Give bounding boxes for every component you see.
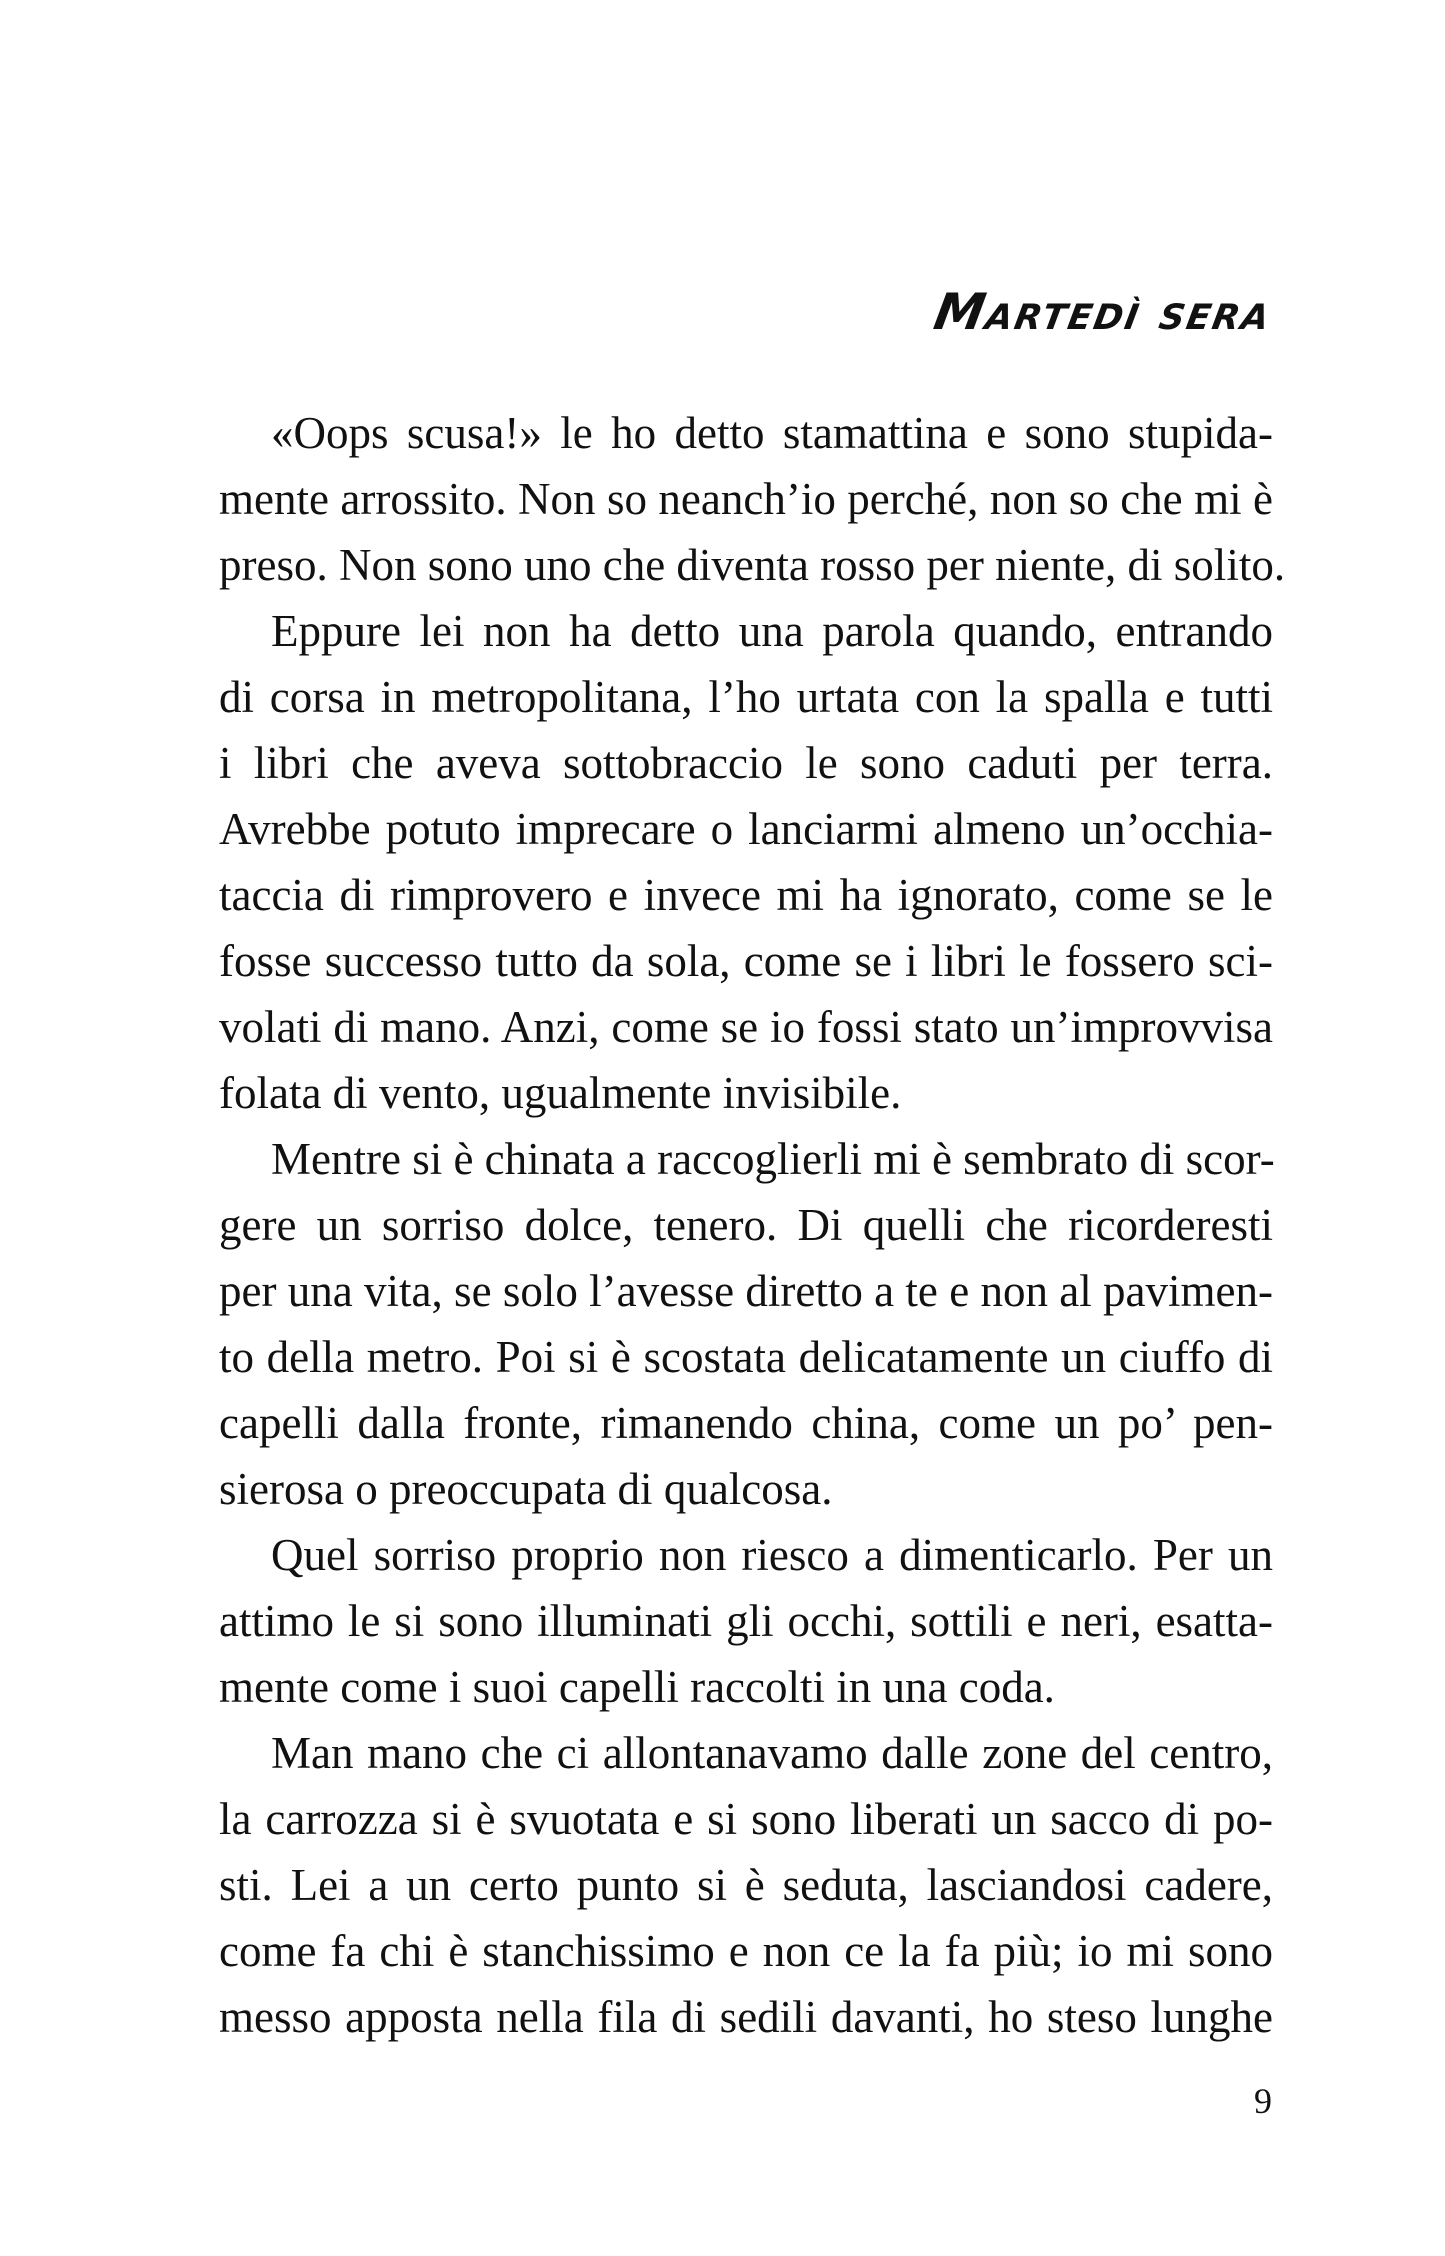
text-line: Quel sorriso proprio non riesco a dimenticarlo. Per un — [271, 1530, 1273, 1580]
text-line: messo apposta nella fila di sedili davanti, ho steso lunghe — [219, 1992, 1273, 2042]
text-line: per una vita, se solo l’avesse diretto a te e non al pavimen- — [219, 1266, 1273, 1316]
text-line: di corsa in metropolitana, l’ho urtata con la spalla e tutti — [219, 672, 1273, 722]
body-text — [219, 400, 1286, 2050]
text-line: sti. Lei a un certo punto si è seduta, lasciandosi cadere, — [219, 1860, 1273, 1910]
text-line: folata di vento, ugualmente invisibile. — [219, 1068, 902, 1118]
text-line: come fa chi è stanchissimo e non ce la fa più; io mi sono — [219, 1926, 1273, 1976]
chapter-heading: Martedì sera — [930, 283, 1278, 341]
text-line: Avrebbe potuto imprecare o lanciarmi almeno un’occhia- — [219, 804, 1273, 854]
text-line: attimo le si sono illuminati gli occhi, sottili e neri, esatta- — [219, 1596, 1273, 1646]
text-line: capelli dalla fronte, rimanendo china, come un po’ pen- — [219, 1398, 1273, 1448]
text-line: taccia di rimprovero e invece mi ha ignorato, come se le — [219, 870, 1273, 920]
text-line: Mentre si è chinata a raccoglierli mi è sembrato di scor- — [271, 1134, 1275, 1184]
text-line: gere un sorriso dolce, tenero. Di quelli che ricorderesti — [219, 1200, 1273, 1250]
text-line: i libri che aveva sottobraccio le sono caduti per terra. — [219, 738, 1273, 788]
text-line: mente come i suoi capelli raccolti in una coda. — [219, 1662, 1055, 1712]
text-line: mente arrossito. Non so neanch’io perché, non so che mi è — [219, 474, 1273, 524]
text-line: preso. Non sono uno che diventa rosso per niente, di solito. — [219, 540, 1286, 590]
page-number: 9 — [1254, 2081, 1272, 2121]
text-line: Eppure lei non ha detto una parola quando, entrando — [271, 606, 1273, 656]
text-line: sierosa o preoccupata di qualcosa. — [219, 1464, 833, 1514]
text-line: fosse successo tutto da sola, come se i libri le fossero sci- — [219, 936, 1273, 986]
text-line: to della metro. Poi si è scostata delicatamente un ciuffo di — [219, 1332, 1273, 1382]
text-line: la carrozza si è svuotata e si sono liberati un sacco di po- — [219, 1794, 1273, 1844]
text-line: volati di mano. Anzi, come se io fossi stato un’improvvisa — [219, 1002, 1273, 1052]
text-line: «Oops scusa!» le ho detto stamattina e sono stupida- — [271, 408, 1273, 458]
text-line: Man mano che ci allontanavamo dalle zone del centro, — [271, 1728, 1273, 1778]
